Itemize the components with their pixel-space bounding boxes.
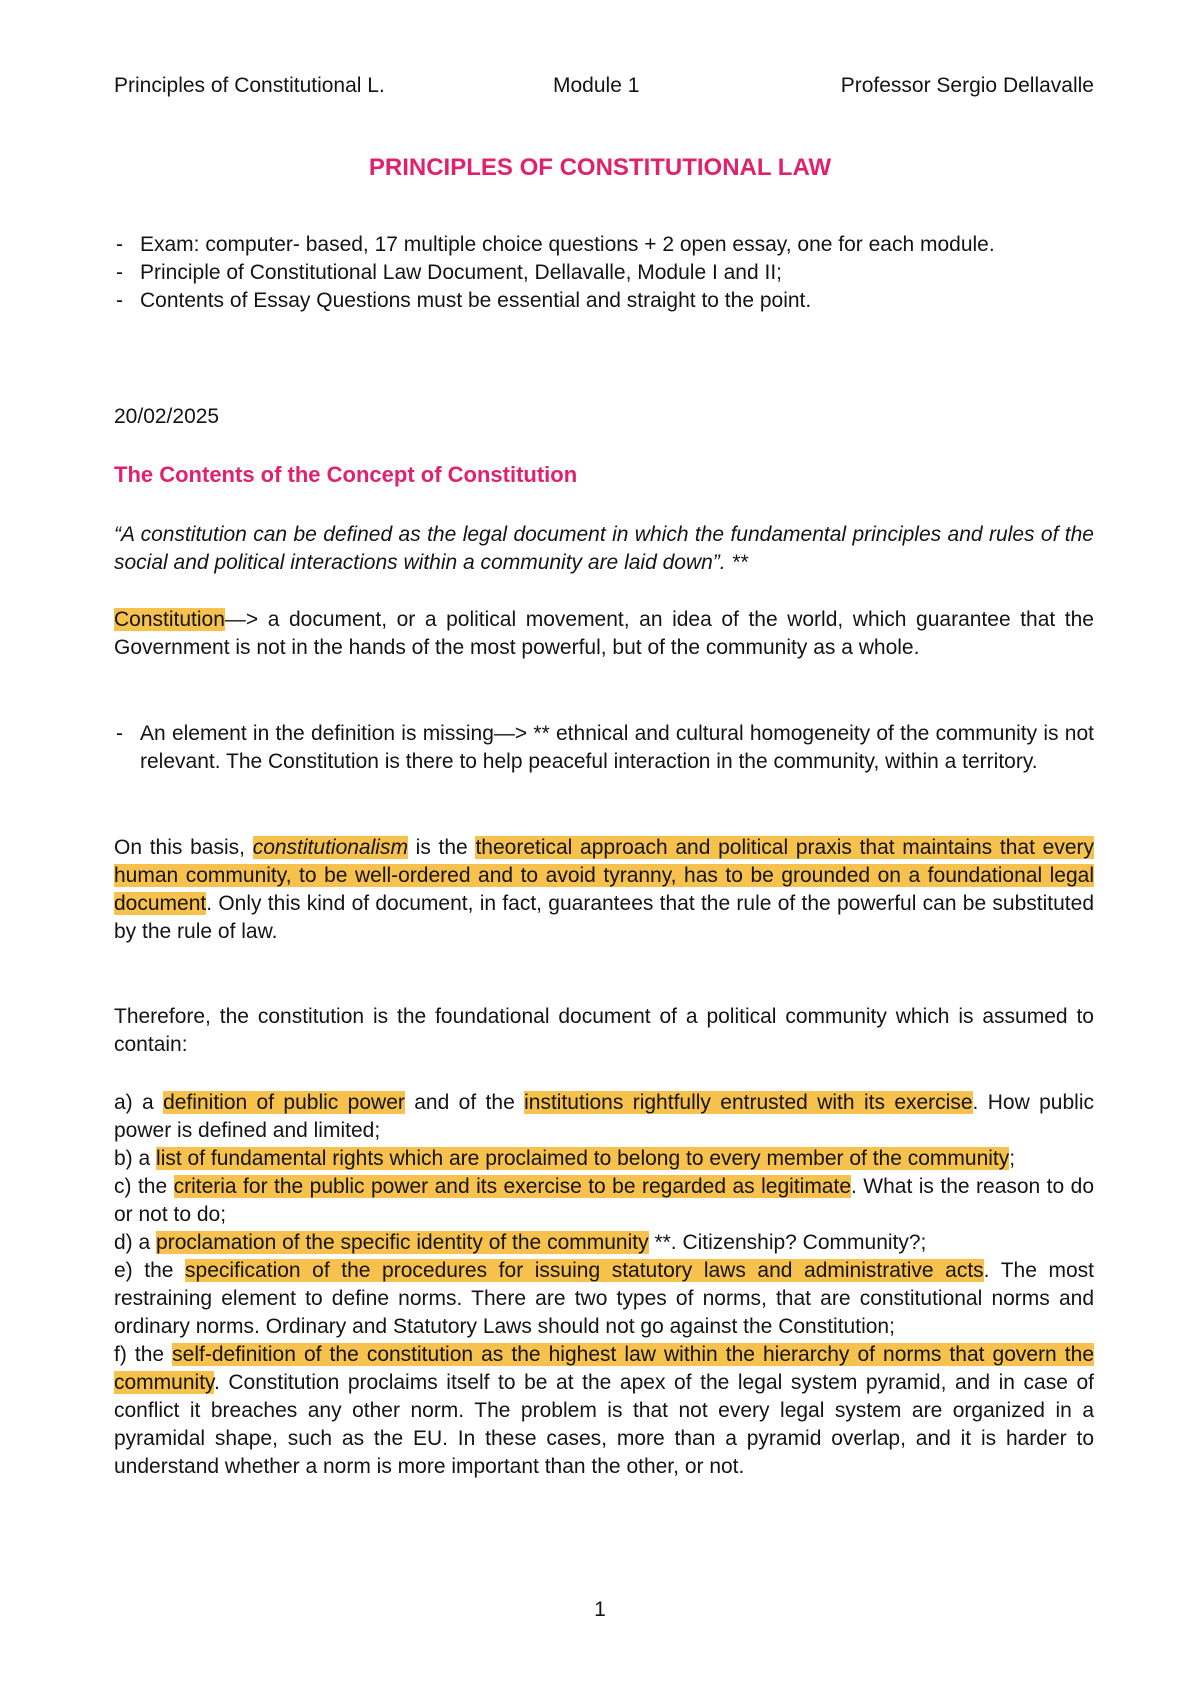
item-text: . The most restraining element to define norms. There are two types of norms, that are constitutional norms and ordinary norms. Ordinary and Statutory Laws should not go against the Constitution;: [114, 1259, 1094, 1338]
list-item: - An element in the definition is missing—> ** ethnical and cultural homogeneity of the community is not relevant. The Constitution is there to help peaceful interaction in the community, within a territory.: [114, 720, 1094, 776]
page-title: PRINCIPLES OF CONSTITUTIONAL LAW: [368, 154, 832, 181]
paragraph-text: —> a document, or a political movement, an idea of the world, which guarantee that the Government is not in the hands of the most powerful, but of the community as a whole.: [114, 608, 1094, 659]
highlight: theoretical approach and political praxis that maintains that every human community, to be well-ordered and to avoid tyranny, has to be grounded on a foundational legal document: [114, 836, 1094, 915]
paragraph-text: . Only this kind of document, in fact, guarantees that the rule of the powerful can be substituted by the rule of law.: [114, 892, 1094, 943]
item-text: **. Citizenship? Community?;: [648, 1231, 927, 1254]
item-prefix: f) the: [114, 1343, 173, 1366]
list-item: [114, 1341, 1094, 1481]
list-item: [114, 1173, 1094, 1229]
item-text: . How public power is defined and limited;: [114, 1091, 1094, 1142]
highlight: proclamation of the specific identity of the community: [156, 1231, 649, 1254]
header-professor: Professor Sergio Dellavalle: [840, 74, 1094, 97]
list-item: [114, 1257, 1094, 1341]
highlight: specification of the procedures for issuing statutory laws and administrative acts: [185, 1259, 984, 1282]
list-item: - Exam: computer- based, 17 multiple choice questions + 2 open essay, one for each module.: [114, 231, 1094, 259]
highlight: self-definition of the constitution as the highest law within the hierarchy of norms that govern the community: [114, 1343, 1095, 1394]
item-text: . What is the reason to do or not to do;: [114, 1175, 1095, 1226]
item-prefix: d) a: [114, 1231, 157, 1254]
highlight: institutions rightfully entrusted with its exercise: [524, 1091, 973, 1114]
section-heading: The Contents of the Concept of Constitution: [114, 462, 578, 487]
item-prefix: e) the: [114, 1259, 186, 1282]
list-item: - Principle of Constitutional Law Document, Dellavalle, Module I and II;: [114, 259, 1094, 287]
list-item: [114, 1089, 1094, 1145]
item-text: . Constitution proclaims itself to be at the apex of the legal system pyramid, and in case of conflict it breaches any other norm. The problem is that not every legal system are organized in a pyramidal shape, such as the EU. In these cases, more than a pyramid overlap, and it is harder to understand whether a norm is more important than the other, or not.: [114, 1371, 1094, 1478]
highlight: constitutionalism: [252, 836, 408, 859]
paragraph-text: On this basis,: [114, 836, 253, 859]
missing-element-list: [114, 720, 1094, 776]
exam-info-list: [114, 231, 1094, 315]
highlight: definition of public power: [163, 1091, 405, 1114]
highlight: list of fundamental rights which are proclaimed to belong to every member of the community: [156, 1147, 1010, 1170]
item-text: ;: [1009, 1147, 1016, 1170]
list-item: - Contents of Essay Questions must be essential and straight to the point.: [114, 287, 1094, 315]
list-item: [114, 1229, 1094, 1257]
item-text: and of the: [404, 1091, 525, 1114]
constitution-paragraph: [114, 606, 1094, 662]
page-number: 1: [594, 1598, 606, 1621]
highlight: Constitution: [114, 608, 225, 631]
therefore-paragraph: Therefore, the constitution is the foundational document of a political community which is assumed to contain:: [114, 1005, 1094, 1056]
paragraph-text: is the: [407, 836, 476, 859]
item-prefix: b) a: [114, 1147, 157, 1170]
lecture-date: 20/02/2025: [114, 405, 220, 428]
item-prefix: a) a: [114, 1091, 164, 1114]
constitutionalism-paragraph: [114, 834, 1094, 946]
item-prefix: c) the: [114, 1175, 174, 1198]
header-course: Principles of Constitutional L.: [114, 74, 385, 97]
definition-quote: “A constitution can be defined as the legal document in which the fundamental principles and rules of the social and political interactions within a community are laid down”. **: [114, 523, 1094, 574]
highlight: criteria for the public power and its exercise to be regarded as legitimate: [173, 1175, 852, 1198]
header-module: Module 1: [553, 74, 640, 97]
list-item: [114, 1145, 1094, 1173]
constitution-contents-list: [114, 1089, 1094, 1481]
